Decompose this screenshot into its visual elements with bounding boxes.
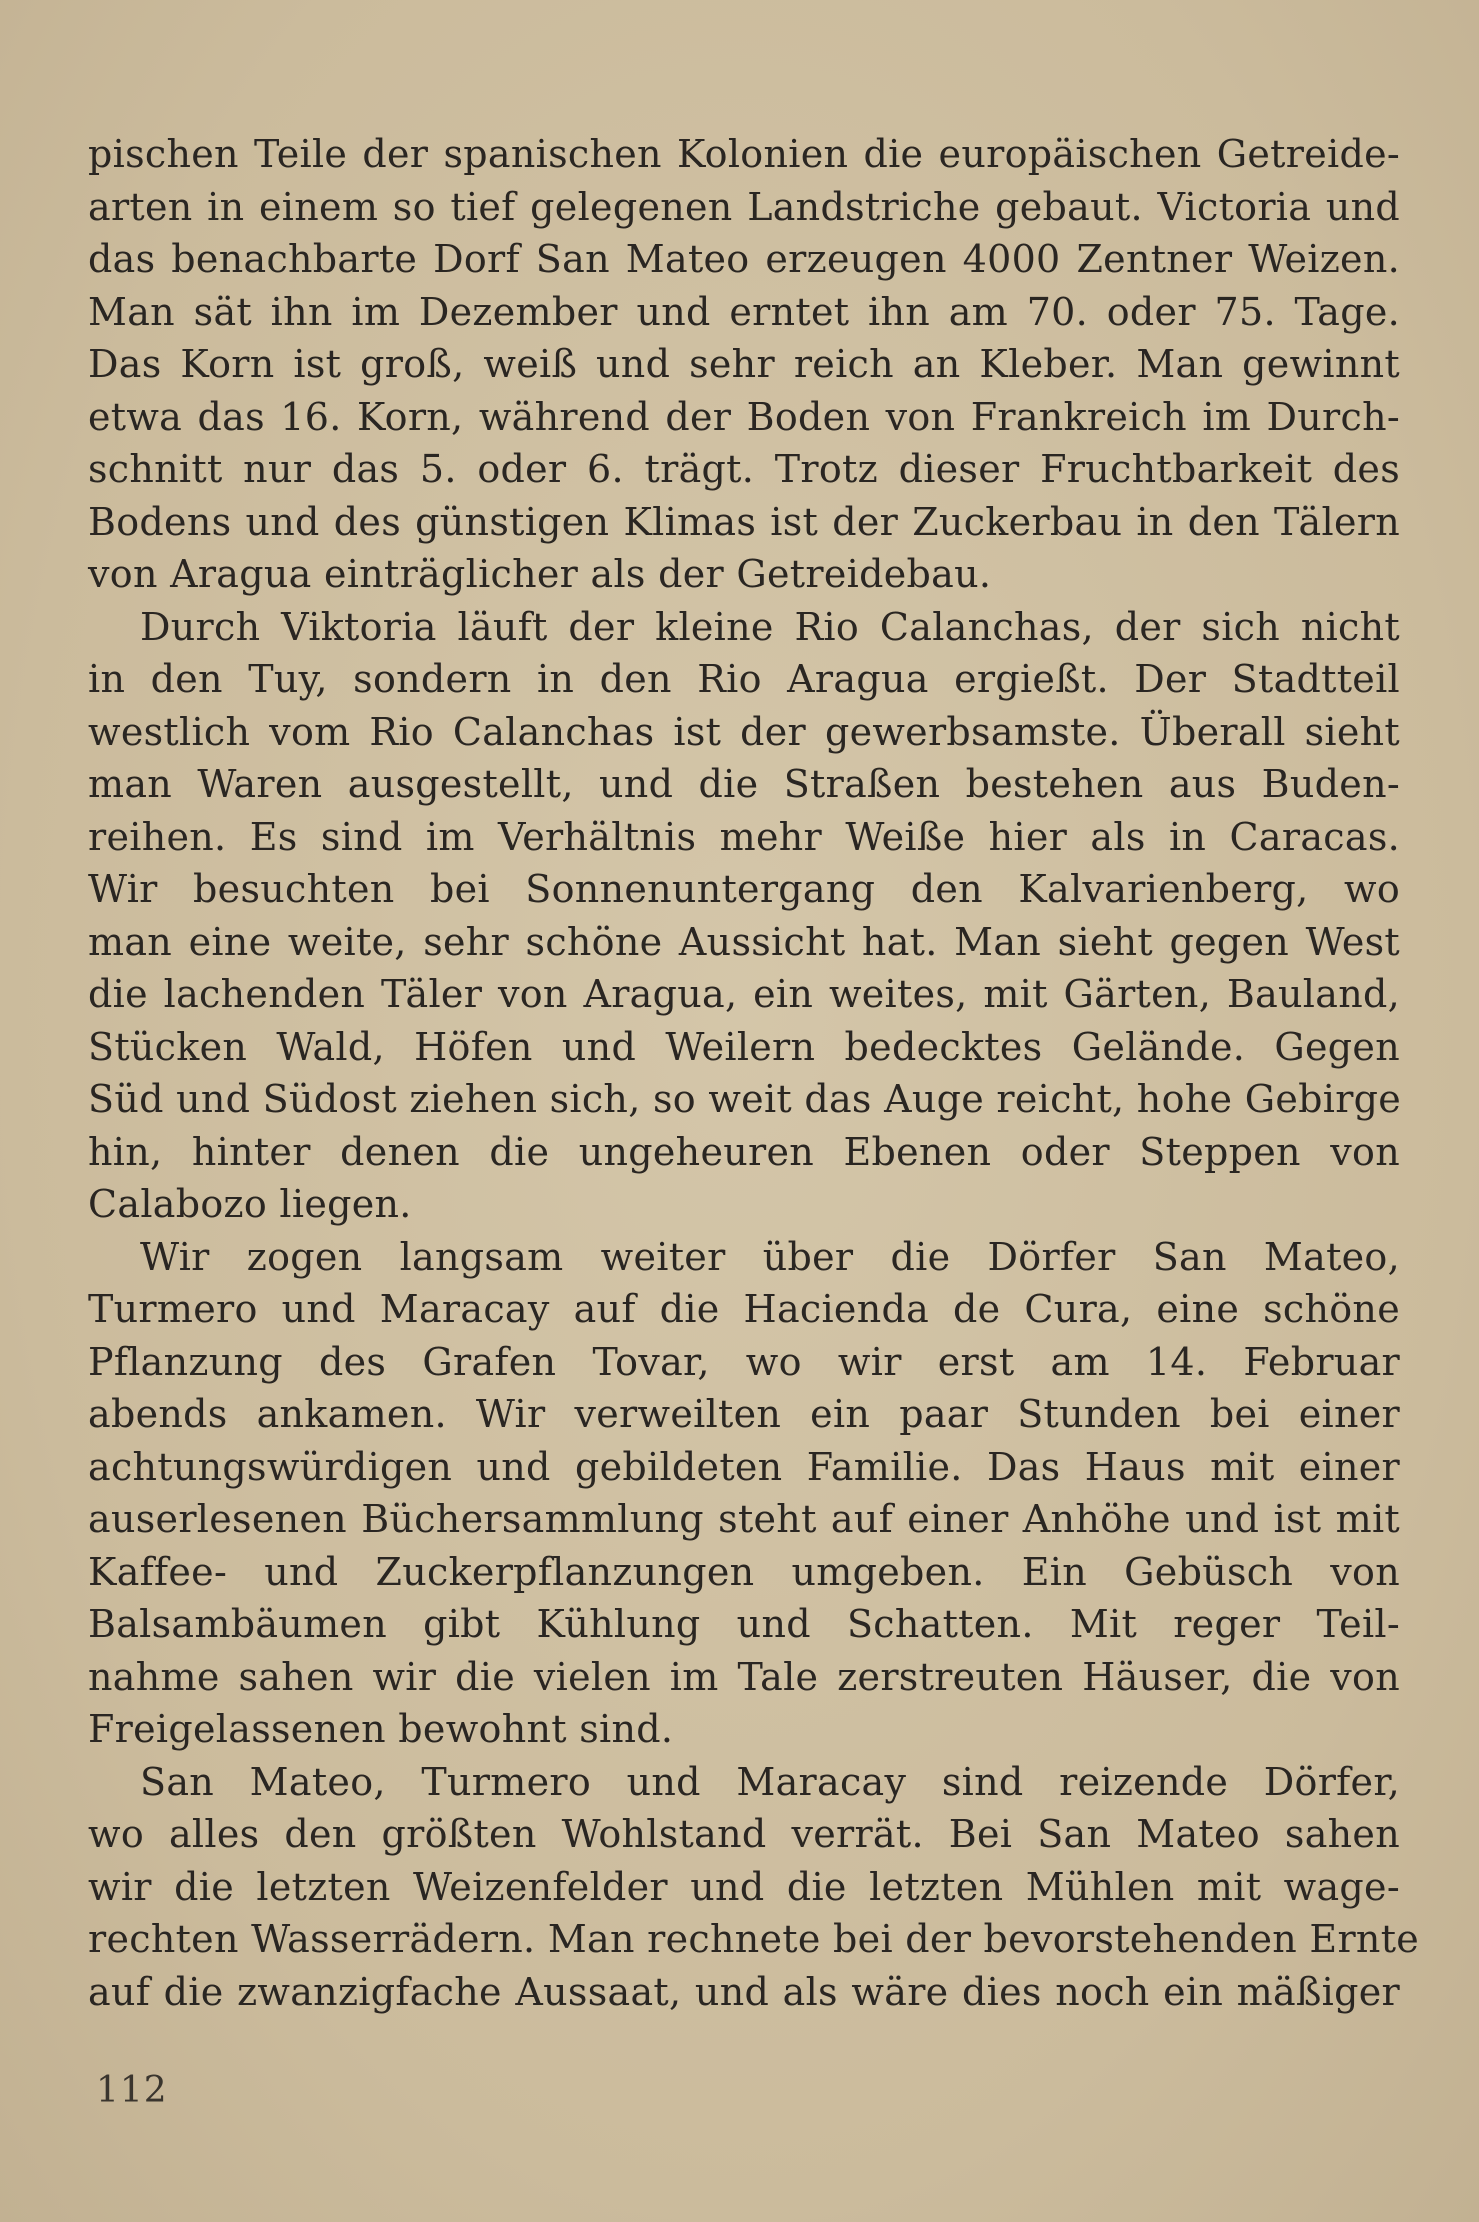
text-line: Calabozo liegen.: [88, 1182, 412, 1226]
paragraph-start-line: Wir zogen langsam weiter über die Dörfer San Mateo,: [140, 1234, 1400, 1279]
paragraph-start-line: Durch Viktoria läuft der kleine Rio Calanchas, der sich nicht: [140, 604, 1400, 649]
text-line: man eine weite, sehr schöne Aussicht hat. Man sieht gegen West: [88, 919, 1400, 964]
text-line: abends ankamen. Wir verweilten ein paar Stunden bei einer: [88, 1392, 1400, 1436]
text-line: man Waren ausgestellt, und die Straßen bestehen aus Buden-: [88, 762, 1400, 806]
text-line: schnitt nur das 5. oder 6. trägt. Trotz dieser Fruchtbarkeit des: [88, 447, 1400, 491]
text-line: Wir besuchten bei Sonnenuntergang den Kalvarienberg, wo: [88, 867, 1400, 911]
text-line: Kaffee- und Zuckerpflanzungen umgeben. Ein Gebüsch von: [88, 1549, 1400, 1594]
text-line: Balsambäumen gibt Kühlung und Schatten. Mit reger Teil-: [88, 1602, 1400, 1646]
text-line: rechten Wasserrädern. Man rechnete bei der bevorstehenden Ernte: [88, 1917, 1420, 1961]
text-line: arten in einem so tief gelegenen Landstriche gebaut. Victoria und: [88, 184, 1400, 229]
text-line: die lachenden Täler von Aragua, ein weites, mit Gärten, Bauland,: [88, 972, 1400, 1016]
text-line: Man sät ihn im Dezember und erntet ihn am 70. oder 75. Tage.: [88, 289, 1400, 334]
text-line: westlich vom Rio Calanchas ist der gewerbsamste. Überall sieht: [88, 709, 1400, 754]
text-line: reihen. Es sind im Verhältnis mehr Weiße hier als in Caracas.: [88, 814, 1400, 859]
text-line: in den Tuy, sondern in den Rio Aragua ergießt. Der Stadtteil: [88, 657, 1400, 701]
page-number: 112: [96, 2070, 168, 2111]
text-line: pischen Teile der spanischen Kolonien die europäischen Getreide-: [88, 132, 1400, 176]
text-line: Bodens und des günstigen Klimas ist der Zuckerbau in den Tälern: [88, 499, 1400, 544]
text-line: das benachbarte Dorf San Mateo erzeugen 4000 Zentner Weizen.: [88, 237, 1400, 281]
body-text: [88, 128, 1420, 2018]
text-line: von Aragua einträglicher als der Getreidebau.: [88, 552, 992, 596]
text-line: Das Korn ist groß, weiß und sehr reich an Kleber. Man gewinnt: [88, 342, 1400, 386]
text-line: Süd und Südost ziehen sich, so weit das Auge reicht, hohe Gebirge: [88, 1077, 1402, 1121]
text-line: Freigelassenen bewohnt sind.: [88, 1707, 674, 1751]
text-line: wir die letzten Weizenfelder und die letzten Mühlen mit wage-: [88, 1864, 1400, 1909]
text-line: wo alles den größten Wohlstand verrät. Bei San Mateo sahen: [88, 1812, 1400, 1856]
text-line: Pflanzung des Grafen Tovar, wo wir erst am 14. Februar: [88, 1339, 1400, 1384]
text-line: etwa das 16. Korn, während der Boden von Frankreich im Durch-: [88, 394, 1400, 439]
text-line: achtungswürdigen und gebildeten Familie. Das Haus mit einer: [88, 1444, 1400, 1489]
text-line: auserlesenen Büchersammlung steht auf einer Anhöhe und ist mit: [88, 1497, 1400, 1541]
paragraph-start-line: San Mateo, Turmero und Maracay sind reizende Dörfer,: [140, 1759, 1400, 1804]
text-line: nahme sahen wir die vielen im Tale zerstreuten Häuser, die von: [88, 1654, 1400, 1699]
text-line: Stücken Wald, Höfen und Weilern bedecktes Gelände. Gegen: [88, 1024, 1400, 1069]
text-line: auf die zwanzigfache Aussaat, und als wäre dies noch ein mäßiger: [88, 1969, 1400, 2014]
text-line: hin, hinter denen die ungeheuren Ebenen oder Steppen von: [88, 1129, 1400, 1174]
text-line: Turmero und Maracay auf die Hacienda de Cura, eine schöne: [88, 1287, 1400, 1331]
